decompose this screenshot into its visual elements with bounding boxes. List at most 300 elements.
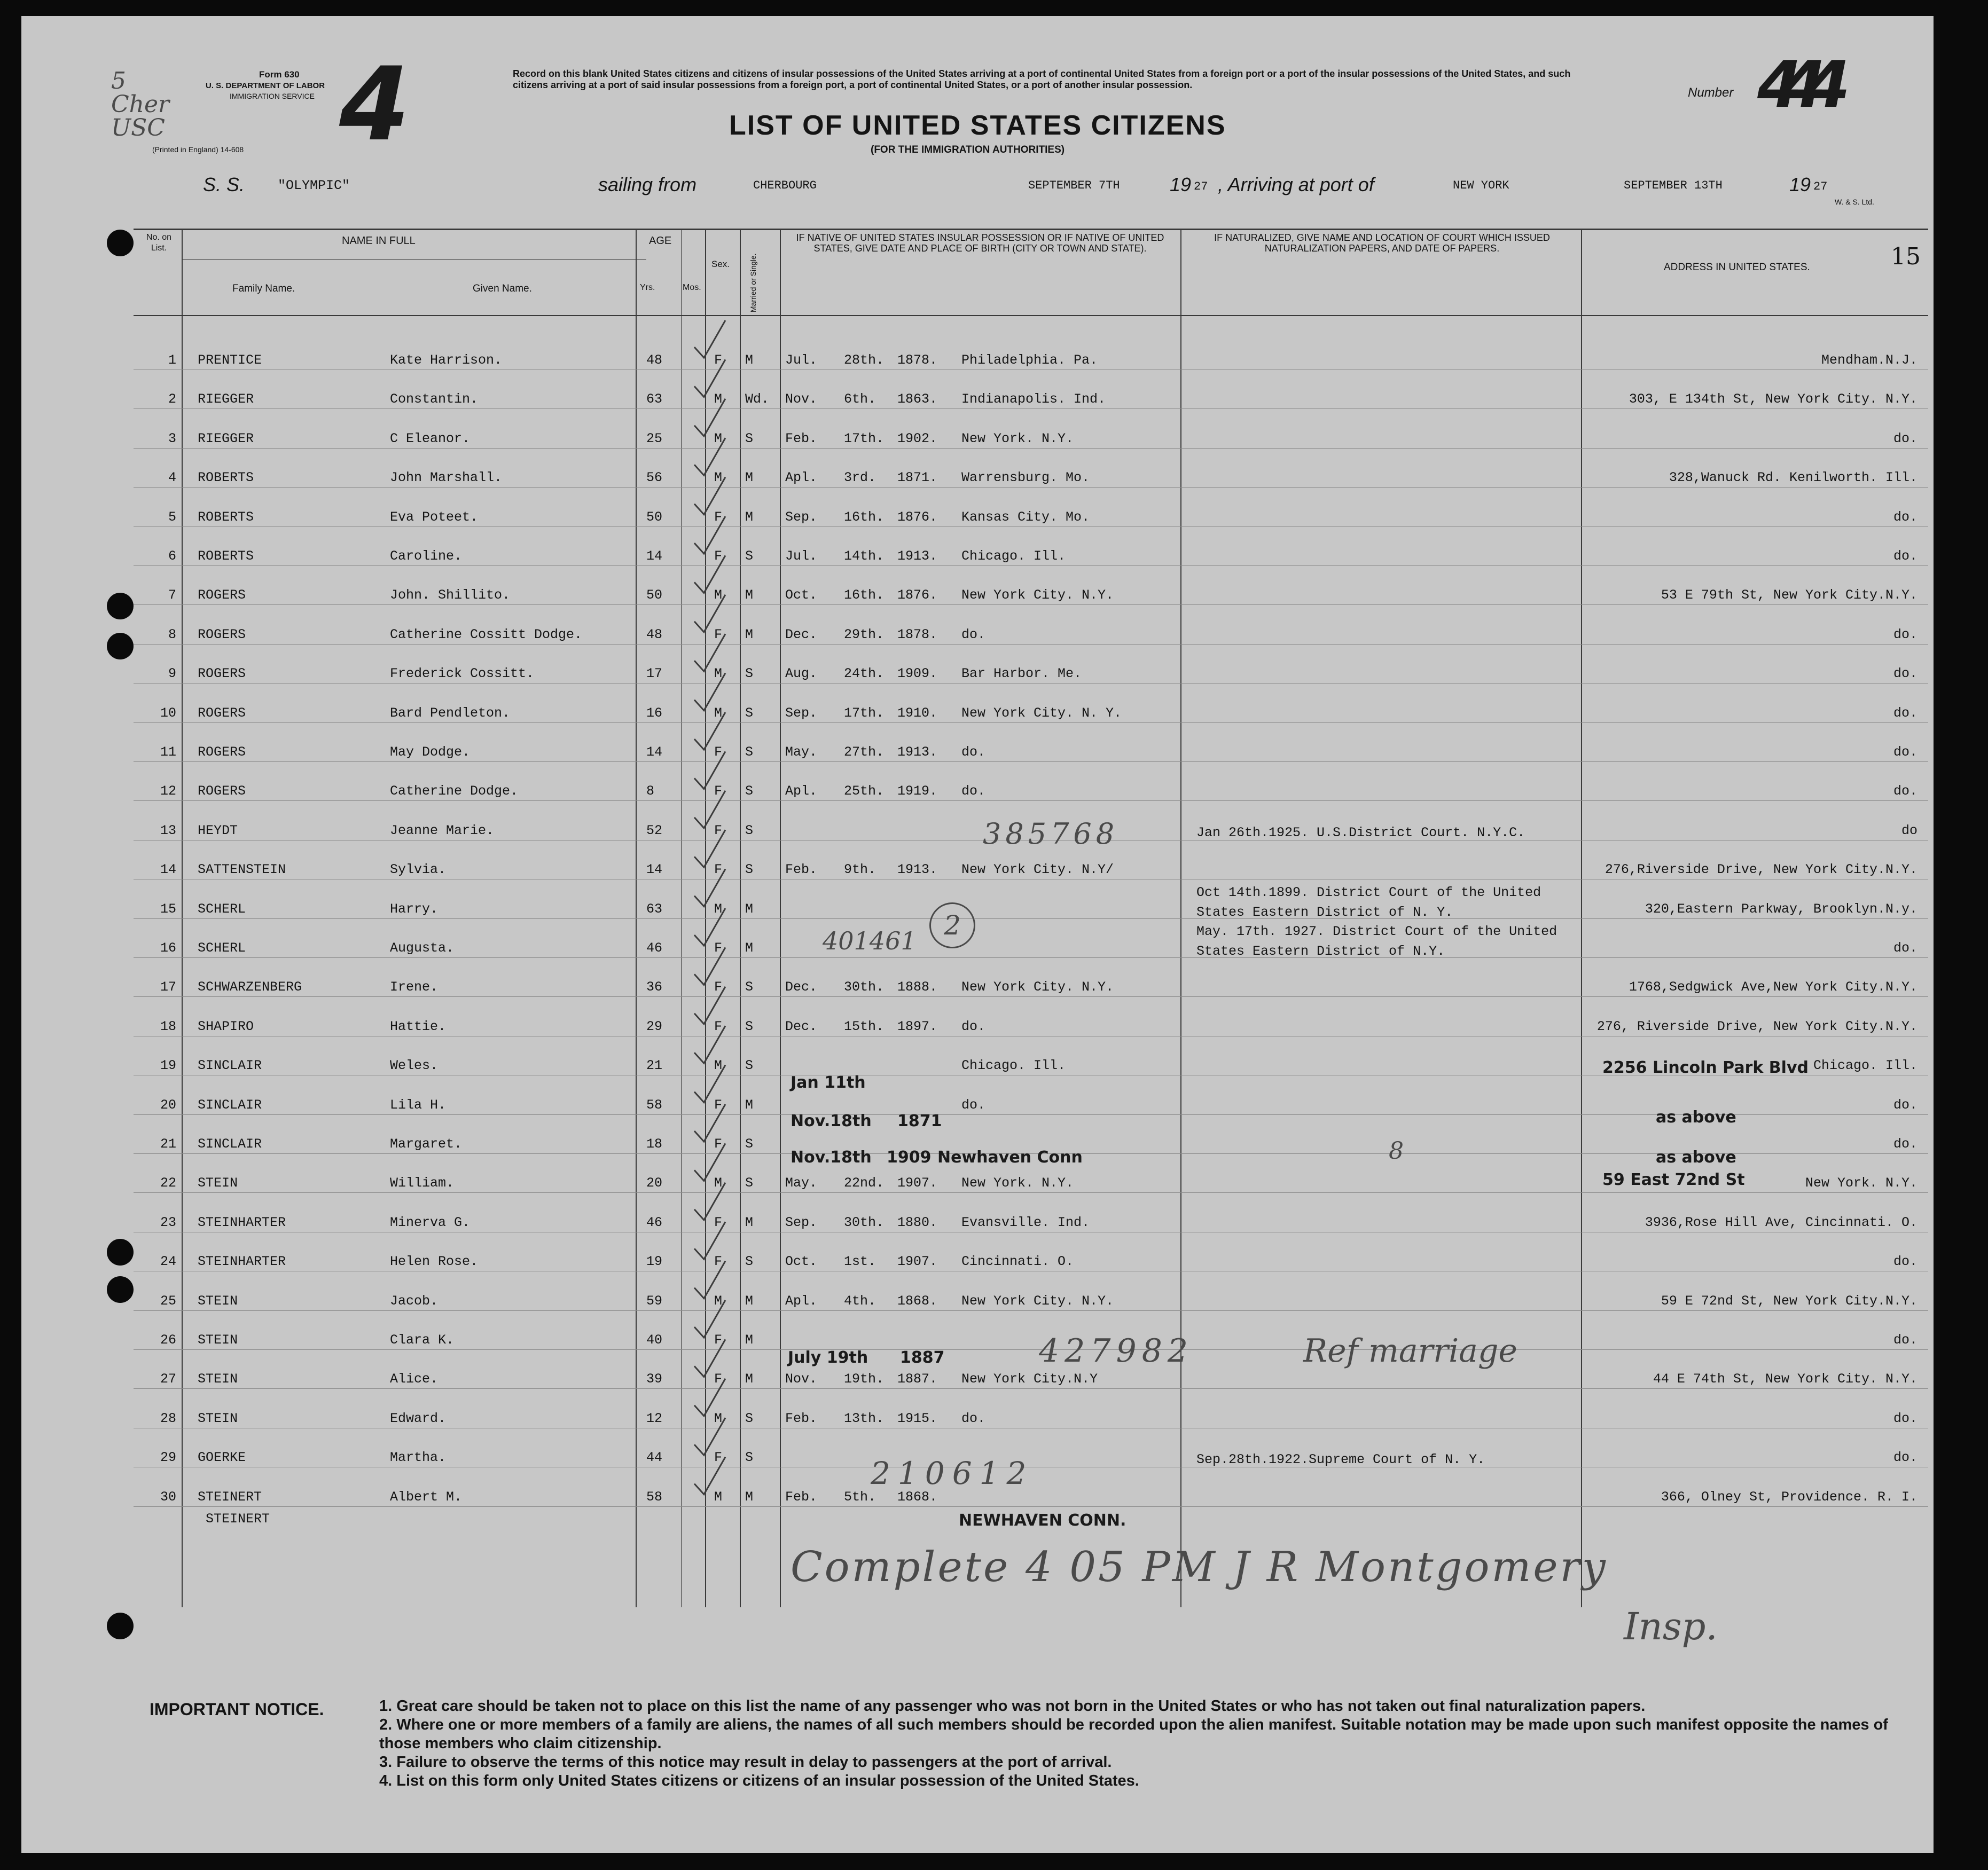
cell-sex: F — [714, 862, 723, 878]
cell-bmon: Feb. — [785, 1410, 818, 1426]
row-rule — [134, 487, 1928, 488]
cell-no: 9 — [168, 666, 176, 682]
cell-family: SINCLAIR — [198, 1058, 262, 1074]
cell-addr: do. — [1893, 1097, 1917, 1113]
cell-sex: M — [714, 901, 723, 917]
cell-sex: F — [714, 979, 723, 995]
cell-given: Edward. — [390, 1410, 447, 1426]
cell-bplace: Kansas City. Mo. — [961, 509, 1090, 525]
hw-r26-date: July 19th — [788, 1348, 868, 1367]
cell-yrs: 14 — [646, 744, 663, 760]
cell-bday: 22nd. — [844, 1175, 885, 1191]
cell-yrs: 40 — [646, 1332, 663, 1348]
cell-yrs: 8 — [646, 783, 655, 799]
cell-no: 7 — [168, 587, 176, 603]
cell-no: 21 — [160, 1136, 176, 1152]
cell-byear: 1919. — [897, 783, 938, 799]
cell-byear: 1913. — [897, 862, 938, 878]
cell-family: STEINERT — [198, 1489, 262, 1505]
cell-given: Eva Poteet. — [390, 509, 479, 525]
manifest-sheet — [21, 16, 1934, 1853]
row-rule — [134, 761, 1928, 762]
cell-addr: 3936,Rose Hill Ave, Cincinnati. O. — [1645, 1214, 1917, 1230]
cell-byear: 1907. — [897, 1175, 938, 1191]
check-marks — [662, 315, 801, 1597]
hw-r26-year: 1887 — [900, 1348, 945, 1367]
cell-family: STEIN — [198, 1332, 238, 1348]
cell-ms: S — [745, 744, 754, 760]
cell-bplace: Bar Harbor. Me. — [961, 666, 1082, 682]
cell-bplace: do. — [961, 626, 986, 642]
cell-yrs: 25 — [646, 430, 663, 446]
notice-items — [379, 1697, 1928, 1790]
cell-sex: M — [714, 705, 723, 721]
check-mark — [694, 673, 725, 711]
cell-yrs: 59 — [646, 1293, 663, 1309]
cell-sex: M — [714, 391, 723, 407]
cell-given: Caroline. — [390, 548, 463, 564]
cell-family: SHAPIRO — [198, 1018, 254, 1034]
cell-no: 10 — [160, 705, 176, 721]
cell-given: Bard Pendleton. — [390, 705, 511, 721]
cell-no: 8 — [168, 626, 176, 642]
check-mark — [694, 634, 725, 671]
cell-family: RIEGGER — [198, 430, 254, 446]
cell-addr: 59 E 72nd St, New York City.N.Y. — [1661, 1293, 1917, 1309]
row-rule — [134, 1388, 1928, 1389]
check-mark — [694, 1222, 725, 1259]
header-married: Married or Single. — [749, 253, 757, 312]
cell-given: C Eleanor. — [390, 430, 471, 446]
page-title: LIST OF UNITED STATES CITIZENS — [729, 110, 1226, 141]
cell-ms: M — [745, 587, 754, 603]
cell-ms: S — [745, 430, 754, 446]
header-age: AGE — [649, 235, 672, 247]
cell-byear: 1876. — [897, 587, 938, 603]
cell-family: GOERKE — [198, 1450, 246, 1466]
row-rule — [134, 1192, 1928, 1193]
cell-bday: 17th. — [844, 430, 885, 446]
check-mark — [694, 477, 725, 515]
hw-r19-date: Jan 11th — [790, 1073, 866, 1092]
cell-given: Helen Rose. — [390, 1254, 479, 1270]
cell-ms: M — [745, 1489, 754, 1505]
cell-no: 15 — [160, 901, 176, 917]
check-mark — [694, 1026, 725, 1063]
cell-ms: S — [745, 862, 754, 878]
row-rule — [134, 1506, 1928, 1507]
cell-bplace: Chicago. Ill. — [961, 1058, 1066, 1074]
cell-addr: 328,Wanuck Rd. Kenilworth. Ill. — [1669, 470, 1917, 486]
cell-yrs: 63 — [646, 901, 663, 917]
cell-addr: 44 E 74th St, New York City. N.Y. — [1653, 1371, 1917, 1387]
sail-date: SEPTEMBER 7TH — [1028, 179, 1120, 192]
cell-yrs: 20 — [646, 1175, 663, 1191]
cell-ms: M — [745, 940, 754, 956]
check-mark — [694, 1183, 725, 1220]
cell-bplace: Philadelphia. Pa. — [961, 352, 1098, 368]
cell-no: 11 — [160, 744, 176, 760]
binder-hole — [107, 633, 134, 659]
cell-bday: 24th. — [844, 666, 885, 682]
check-mark — [694, 947, 725, 985]
cell-sex: M — [714, 470, 723, 486]
cell-addr: 303, E 134th St, New York City. N.Y. — [1629, 391, 1917, 407]
cell-family: STEINHARTER — [198, 1254, 286, 1270]
sailing-label: sailing from — [598, 174, 697, 195]
arrive-date: SEPTEMBER 13TH — [1624, 179, 1723, 192]
cell-given: William. — [390, 1175, 455, 1191]
cell-bmon: Sep. — [785, 705, 818, 721]
row-rule — [134, 957, 1928, 958]
cell-ms: S — [745, 822, 754, 838]
cell-addr: do. — [1893, 783, 1917, 799]
check-mark — [694, 987, 725, 1024]
cell-bmon: May. — [785, 744, 818, 760]
cell-family: HEYDT — [198, 822, 238, 838]
cell-family: STEIN — [198, 1410, 238, 1426]
cell-ms: S — [745, 1175, 754, 1191]
cell-byear: 1871. — [897, 470, 938, 486]
cell-bday: 19th. — [844, 1371, 885, 1387]
cell-byear: 1915. — [897, 1410, 938, 1426]
cell-no: 13 — [160, 822, 176, 838]
cell-given: Alice. — [390, 1371, 439, 1387]
header-naturalized: IF NATURALIZED, GIVE NAME AND LOCATION OF COURT WHICH ISSUED NATURALIZATION PAPERS, AND DATE OF PAPERS. — [1214, 232, 1550, 254]
cell-family: ROBERTS — [198, 509, 254, 525]
cell-yrs: 16 — [646, 705, 663, 721]
header-no: No. on List. — [146, 233, 172, 253]
cell-family: SINCLAIR — [198, 1136, 262, 1152]
binder-hole — [107, 230, 134, 256]
cell-addr: 320,Eastern Parkway, Brooklyn.N.y. — [1645, 901, 1917, 917]
cell-ms: S — [745, 705, 754, 721]
form-number: Form 630 — [259, 69, 300, 80]
cell-bmon: Apl. — [785, 783, 818, 799]
check-mark — [694, 1418, 725, 1455]
row-rule — [134, 604, 1928, 605]
cell-byear: 1897. — [897, 1018, 938, 1034]
sail-year-prefix: 19 — [1170, 174, 1192, 195]
cell-sex: M — [714, 1058, 723, 1074]
cell-no: 22 — [160, 1175, 176, 1191]
cell-family: SCHERL — [198, 940, 246, 956]
check-mark — [694, 595, 725, 632]
cell-ms: S — [745, 783, 754, 799]
cell-given: Harry. — [390, 901, 439, 917]
cell-sex: F — [714, 1450, 723, 1466]
cell-given: Lila H. — [390, 1097, 447, 1113]
cell-family: STEINHARTER — [198, 1214, 286, 1230]
cell-sex: F — [714, 822, 723, 838]
cell-ms: M — [745, 901, 754, 917]
cell-yrs: 50 — [646, 509, 663, 525]
cell-sex: F — [714, 626, 723, 642]
cell-ms: M — [745, 470, 754, 486]
sail-year: 27 — [1194, 180, 1208, 193]
cell-bplace: do. — [961, 783, 986, 799]
cell-yrs: 52 — [646, 822, 663, 838]
cell-bmon: Dec. — [785, 1018, 818, 1034]
hw-r22-address: 59 East 72nd St — [1602, 1170, 1745, 1189]
cell-bmon: Sep. — [785, 509, 818, 525]
cell-addr: 53 E 79th St, New York City.N.Y. — [1661, 587, 1917, 603]
cell-given: May Dodge. — [390, 744, 471, 760]
cell-no: 3 — [168, 430, 176, 446]
cell-bmon: Sep. — [785, 1214, 818, 1230]
cell-no: 30 — [160, 1489, 176, 1505]
check-mark — [694, 359, 725, 397]
department-line: U. S. DEPARTMENT OF LABOR — [206, 81, 325, 90]
hw-r30-struck-name: STEINERT — [206, 1511, 270, 1527]
hw-r21-place: Newhaven Conn — [937, 1148, 1083, 1167]
cell-family: ROGERS — [198, 587, 246, 603]
cell-addr: do. — [1893, 509, 1917, 525]
check-mark — [694, 1065, 725, 1103]
notice-item-1: 1. Great care should be taken not to place on this list the name of any passenger who was not born in the United States or who has not taken out final naturalization papers. — [379, 1698, 1646, 1715]
handwritten-big-number: 4 — [339, 45, 410, 163]
cell-sex: F — [714, 1371, 723, 1387]
arrive-port: NEW YORK — [1453, 179, 1509, 192]
cell-bmon: Feb. — [785, 862, 818, 878]
cell-byear: 1878. — [897, 352, 938, 368]
cell-yrs: 14 — [646, 548, 663, 564]
cell-bday: 14th. — [844, 548, 885, 564]
cell-no: 25 — [160, 1293, 176, 1309]
row-rule — [134, 918, 1928, 919]
cell-addr: do. — [1893, 1410, 1917, 1426]
cell-addr: do — [1901, 822, 1917, 838]
cell-given: Hattie. — [390, 1018, 447, 1034]
cell-bplace: New York City. N. Y. — [961, 705, 1122, 721]
cell-sex: F — [714, 940, 723, 956]
cell-ms: M — [745, 1371, 754, 1387]
cell-sex: F — [714, 509, 723, 525]
check-mark — [694, 438, 725, 475]
check-mark — [694, 555, 725, 593]
cell-bplace: New York City. N.Y. — [961, 1293, 1114, 1309]
cell-sex: M — [714, 666, 723, 682]
notice-label: IMPORTANT NOTICE. — [150, 1700, 324, 1719]
cell-ms: S — [745, 1450, 754, 1466]
handwritten-number-marks: 4 4 4 — [1757, 48, 1829, 122]
cell-family: STEIN — [198, 1371, 238, 1387]
cell-family: ROBERTS — [198, 548, 254, 564]
cell-ms: M — [745, 1097, 754, 1113]
cell-family: STEIN — [198, 1293, 238, 1309]
cell-no: 18 — [160, 1018, 176, 1034]
cell-given: Frederick Cossitt. — [390, 666, 535, 682]
cell-family: ROBERTS — [198, 470, 254, 486]
row-rule — [134, 448, 1928, 449]
arriving-label: , Arriving at port of — [1218, 174, 1374, 195]
cell-bday: 30th. — [844, 1214, 885, 1230]
check-mark — [694, 320, 725, 358]
cell-byear: 1868. — [897, 1293, 938, 1309]
cell-no: 20 — [160, 1097, 176, 1113]
cell-bplace: Evansville. Ind. — [961, 1214, 1090, 1230]
hw-footer-signature: Complete 4 05 PM J R Montgomery — [790, 1543, 1608, 1591]
cell-addr: Chicago. Ill. — [1813, 1058, 1917, 1074]
cell-ms: S — [745, 548, 754, 564]
cell-sex: F — [714, 1254, 723, 1270]
cell-bday: 17th. — [844, 705, 885, 721]
cell-given: Constantin. — [390, 391, 479, 407]
cell-sex: F — [714, 1332, 723, 1348]
check-mark — [694, 908, 725, 946]
cell-addr: New York. N.Y. — [1805, 1175, 1917, 1191]
cell-addr: do. — [1893, 430, 1917, 446]
cell-bday: 4th. — [844, 1293, 876, 1309]
cell-bmon: Feb. — [785, 430, 818, 446]
check-mark — [694, 791, 725, 828]
cell-bday: 27th. — [844, 744, 885, 760]
cell-byear: 1880. — [897, 1214, 938, 1230]
cell-ms: M — [745, 509, 754, 525]
cell-yrs: 21 — [646, 1058, 663, 1074]
header-family-name: Family Name. — [232, 283, 295, 294]
cell-bday: 16th. — [844, 509, 885, 525]
row-rule — [134, 644, 1928, 645]
cell-addr: 276, Riverside Drive, New York City.N.Y. — [1596, 1018, 1917, 1034]
header-address: ADDRESS IN UNITED STATES. — [1664, 262, 1810, 273]
cell-given: Irene. — [390, 979, 439, 995]
cell-addr: do. — [1893, 744, 1917, 760]
cell-sex: F — [714, 352, 723, 368]
cell-ms: S — [745, 1058, 754, 1074]
binder-hole — [107, 1239, 134, 1266]
table-top-rule — [134, 229, 1928, 230]
cell-given: Weles. — [390, 1058, 439, 1074]
cell-no: 16 — [160, 940, 176, 956]
row-rule — [134, 1349, 1928, 1350]
hw-r26-note: 427982 — [1039, 1332, 1194, 1370]
cell-addr: do. — [1893, 705, 1917, 721]
cell-naturalization: Oct 14th.1899. District Court of the United States Eastern District of N. Y. — [1196, 884, 1541, 920]
cell-no: 12 — [160, 783, 176, 799]
hw-r26-note2: Ref marriage — [1303, 1332, 1517, 1370]
cell-byear: 1863. — [897, 391, 938, 407]
cell-sex: F — [714, 1018, 723, 1034]
cell-bmon: Feb. — [785, 1489, 818, 1505]
cell-given: Sylvia. — [390, 862, 447, 878]
cell-bday: 13th. — [844, 1410, 885, 1426]
cell-bday: 9th. — [844, 862, 876, 878]
check-mark — [694, 869, 725, 907]
cell-no: 5 — [168, 509, 176, 525]
row-rule — [134, 565, 1928, 566]
cell-given: Clara K. — [390, 1332, 455, 1348]
cell-bday: 5th. — [844, 1489, 876, 1505]
header-given-name: Given Name. — [473, 283, 532, 294]
cell-bplace: do. — [961, 1018, 986, 1034]
cell-bmon: Nov. — [785, 1371, 818, 1387]
check-mark — [694, 751, 725, 789]
cell-no: 23 — [160, 1214, 176, 1230]
cell-given: Catherine Cossitt Dodge. — [390, 626, 583, 642]
header-sex: Sex. — [711, 259, 730, 269]
handwritten-corner-note: 5 Cher USC — [111, 67, 170, 142]
cell-ms: M — [745, 1214, 754, 1230]
cell-ms: S — [745, 666, 754, 682]
cell-yrs: 14 — [646, 862, 663, 878]
cell-bday: 3rd. — [844, 470, 876, 486]
row-rule — [134, 408, 1928, 409]
cell-sex: F — [714, 744, 723, 760]
check-mark — [694, 1300, 725, 1338]
cell-bmon: Oct. — [785, 1254, 818, 1270]
cell-ms: M — [745, 626, 754, 642]
cell-addr: do. — [1893, 626, 1917, 642]
cell-byear: 1909. — [897, 666, 938, 682]
header-native: IF NATIVE OF UNITED STATES INSULAR POSSESSION OR IF NATIVE OF UNITED STATES, GIVE DATE AND PLACE OF BIRTH (CITY OR TOWN AND STATE). — [796, 232, 1164, 254]
cell-given: Catherine Dodge. — [390, 783, 519, 799]
cell-bplace: Chicago. Ill. — [961, 548, 1066, 564]
cell-no: 14 — [160, 862, 176, 878]
hw-r21-address: as above — [1656, 1148, 1736, 1167]
cell-ms: M — [745, 352, 754, 368]
cell-addr: do. — [1893, 666, 1917, 682]
cell-byear: 1888. — [897, 979, 938, 995]
binder-hole — [107, 1276, 134, 1303]
arrive-year: 27 — [1813, 180, 1828, 193]
hw-r15-circle: 2 — [929, 902, 975, 948]
cell-given: Jacob. — [390, 1293, 439, 1309]
cell-byear: 1907. — [897, 1254, 938, 1270]
hw-r30-place: NEWHAVEN CONN. — [959, 1511, 1126, 1530]
row-rule — [134, 996, 1928, 997]
cell-sex: F — [714, 548, 723, 564]
binder-hole — [107, 1613, 134, 1639]
cell-given: Jeanne Marie. — [390, 822, 495, 838]
cell-yrs: 46 — [646, 1214, 663, 1230]
notice-item-3: 3. Failure to observe the terms of this notice may result in delay to passengers at the port of arrival. — [379, 1754, 1112, 1771]
cell-no: 27 — [160, 1371, 176, 1387]
cell-bday: 15th. — [844, 1018, 885, 1034]
hw-r13-note: 385768 — [983, 817, 1119, 851]
cell-bplace: Cincinnati. O. — [961, 1254, 1074, 1270]
cell-no: 28 — [160, 1410, 176, 1426]
cell-yrs: 46 — [646, 940, 663, 956]
check-mark — [694, 1143, 725, 1181]
cell-bplace: do. — [961, 1097, 986, 1113]
cell-byear: 1878. — [897, 626, 938, 642]
cell-ms: S — [745, 1410, 754, 1426]
cell-sex: F — [714, 1097, 723, 1113]
from-port: CHERBOURG — [753, 179, 817, 192]
header-mos: Mos. — [683, 283, 701, 292]
row-rule — [134, 722, 1928, 723]
cell-bday: 29th. — [844, 626, 885, 642]
cell-byear: 1913. — [897, 744, 938, 760]
cell-family: SATTENSTEIN — [198, 862, 286, 878]
cell-bmon: Dec. — [785, 626, 818, 642]
cell-no: 17 — [160, 979, 176, 995]
cell-yrs: 48 — [646, 352, 663, 368]
cell-bplace: New York City.N.Y — [961, 1371, 1098, 1387]
cell-bmon: Jul. — [785, 548, 818, 564]
cell-sex: F — [714, 783, 723, 799]
cell-family: ROGERS — [198, 705, 246, 721]
number-label: Number — [1688, 85, 1734, 100]
cell-given: Minerva G. — [390, 1214, 471, 1230]
cell-bmon: Apl. — [785, 1293, 818, 1309]
cell-bday: 28th. — [844, 352, 885, 368]
cell-no: 4 — [168, 470, 176, 486]
cell-bmon: Dec. — [785, 979, 818, 995]
cell-family: ROGERS — [198, 744, 246, 760]
cell-byear: 1876. — [897, 509, 938, 525]
